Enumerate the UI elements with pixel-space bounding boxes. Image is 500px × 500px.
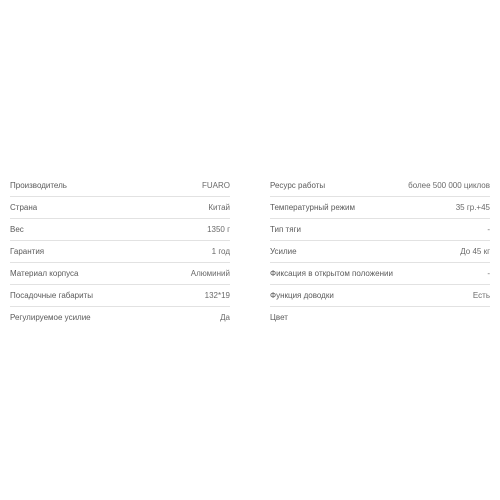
spec-row-country	[10, 197, 230, 219]
spec-label: Ресурс работы	[270, 181, 326, 190]
spec-label: Тип тяги	[270, 225, 301, 234]
spec-row-color	[270, 307, 490, 328]
spec-value: 1350 г	[207, 225, 230, 234]
spec-label: Цвет	[270, 313, 288, 322]
spec-value: -	[487, 269, 490, 278]
spec-value: 35 гр.+45	[455, 203, 490, 212]
spec-label: Материал корпуса	[10, 269, 79, 278]
spec-value: Есть	[472, 291, 490, 300]
spec-value: Алюминий	[190, 269, 230, 278]
spec-label: Фиксация в открытом положении	[270, 269, 393, 278]
spec-row-mounting-dimensions	[10, 285, 230, 307]
spec-row-manufacturer	[10, 175, 230, 197]
specs-table-left	[10, 175, 230, 328]
spec-row-service-life	[270, 175, 490, 197]
spec-value: 1 год	[211, 247, 230, 256]
spec-row-closing-function	[270, 285, 490, 307]
spec-value: 132*19	[204, 291, 230, 300]
specs-table-right	[270, 175, 490, 328]
spec-label: Регулируемое усилие	[10, 313, 91, 322]
spec-row-temperature-range	[270, 197, 490, 219]
spec-row-adjustable-force	[10, 307, 230, 328]
spec-value: более 500 000 циклов	[408, 181, 490, 190]
spec-value: -	[487, 225, 490, 234]
spec-row-arm-type	[270, 219, 490, 241]
spec-row-force	[270, 241, 490, 263]
spec-row-hold-open	[270, 263, 490, 285]
spec-label: Посадочные габариты	[10, 291, 93, 300]
spec-row-weight	[10, 219, 230, 241]
spec-label: Страна	[10, 203, 38, 212]
spec-value: До 45 кг	[460, 247, 490, 256]
spec-row-body-material	[10, 263, 230, 285]
spec-label: Температурный режим	[270, 203, 355, 212]
spec-label: Функция доводки	[270, 291, 334, 300]
spec-label: Вес	[10, 225, 24, 234]
spec-value: FUARO	[202, 181, 230, 190]
spec-label: Производитель	[10, 181, 67, 190]
spec-value: Китай	[208, 203, 230, 212]
spec-value: Да	[220, 313, 230, 322]
spec-row-warranty	[10, 241, 230, 263]
spec-label: Усилие	[270, 247, 297, 256]
spec-label: Гарантия	[10, 247, 45, 256]
